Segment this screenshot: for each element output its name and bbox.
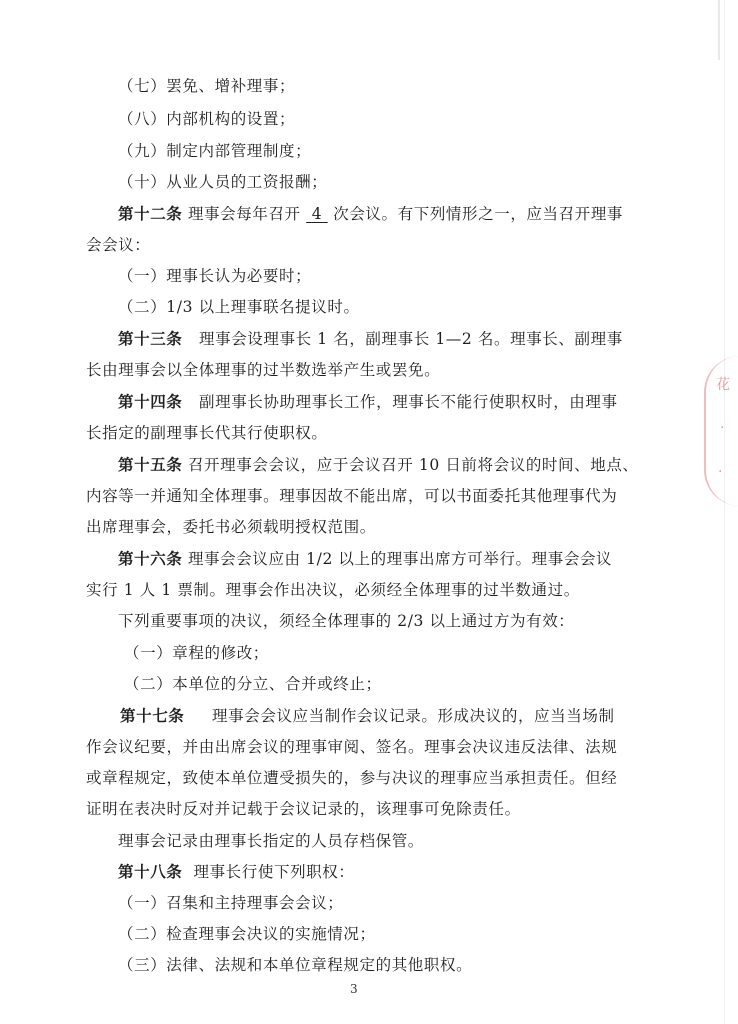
meeting-count [306, 205, 328, 223]
list-item: （三）法律、法规和本单位章程规定的其他职权。 [118, 956, 473, 974]
paragraph-line: 作会议纪要，并由出席会议的理事审阅、签名。理事会决议违反法律、法规 [86, 738, 618, 756]
scan-edge [718, 0, 720, 60]
paragraph-line: 证明在表决时反对并记载于会议记录的，该理事可免除责任。 [86, 800, 521, 818]
article-label: 第十六条 [118, 549, 183, 568]
article-15 [118, 455, 639, 475]
item-eight: （八）内部机构的设置； [118, 110, 296, 128]
list-item: （一）召集和主持理事会会议； [118, 894, 344, 912]
seal-stamp-fragment: 花 · · [704, 356, 738, 506]
article-17 [120, 706, 615, 726]
list-item: （一）理事长认为必要时； [118, 267, 312, 285]
article-text: 召开理事会会议，应于会议召开 10 日前将会议的时间、地点、 [187, 456, 639, 474]
page-number: 3 [350, 982, 358, 996]
paragraph-line: 内容等一并通知全体理事。理事因故不能出席，可以书面委托其他理事代为 [86, 487, 618, 505]
item-nine: （九）制定内部管理制度； [118, 142, 312, 160]
paragraph-line: 长由理事会以全体理事的过半数选举产生或罢免。 [86, 361, 441, 379]
paragraph-line: 或章程规定，致使本单位遭受损失的，参与决议的理事应当承担责任。但经 [86, 769, 618, 787]
paragraph-line: 下列重要事项的决议，须经全体理事的 2/3 以上通过方为有效： [118, 612, 575, 630]
article-text-cont: 次会议。有下列情形之一，应当召开理事 [333, 205, 624, 223]
paragraph-line: 长指定的副理事长代其行使职权。 [86, 424, 328, 442]
article-label: 第十二条 [118, 204, 183, 223]
item-seven: （七）罢免、增补理事； [118, 77, 296, 95]
article-text: 理事会会议应当制作会议记录。形成决议的，应当当场制 [212, 707, 615, 725]
list-item: （二）检查理事会决议的实施情况； [118, 925, 376, 943]
article-text: 副理事长协助理事长工作，理事长不能行使职权时，由理事 [199, 393, 618, 411]
paragraph-line: 理事会记录由理事长指定的人员存档保管。 [118, 832, 424, 850]
article-18 [118, 862, 354, 882]
item-ten: （十）从业人员的工资报酬； [118, 173, 328, 191]
paragraph-line: 出席理事会，委托书必须载明授权范围。 [86, 518, 376, 536]
paragraph-line: 实行 1 人 1 票制。理事会作出决议，必须经全体理事的过半数通过。 [86, 581, 580, 599]
article-label: 第十五条 [118, 455, 183, 474]
article-label: 第十八条 [118, 862, 183, 881]
list-item: （一）章程的修改； [124, 644, 269, 662]
paragraph-line: 会会议： [86, 236, 151, 254]
meeting-count-value: 4 [311, 205, 323, 223]
article-14 [118, 392, 618, 412]
scan-edge-right [724, 0, 725, 1024]
article-label: 第十三条 [118, 329, 183, 348]
article-text: 理事长行使下列职权： [193, 863, 355, 881]
list-item: （二）本单位的分立、合并或终止； [124, 675, 382, 693]
article-label: 第十四条 [118, 392, 183, 411]
article-text: 理事会每年召开 [187, 205, 301, 223]
article-16 [118, 549, 612, 569]
article-12 [118, 204, 623, 224]
article-text: 理事会会议应由 1/2 以上的理事出席方可举行。理事会会议 [187, 550, 613, 568]
list-item: （二）1/3 以上理事联名提议时。 [118, 298, 360, 316]
article-label: 第十七条 [120, 706, 185, 725]
article-13 [118, 329, 623, 349]
article-text: 理事会设理事长 1 名，副理事长 1—2 名。理事长、副理事 [199, 330, 623, 348]
